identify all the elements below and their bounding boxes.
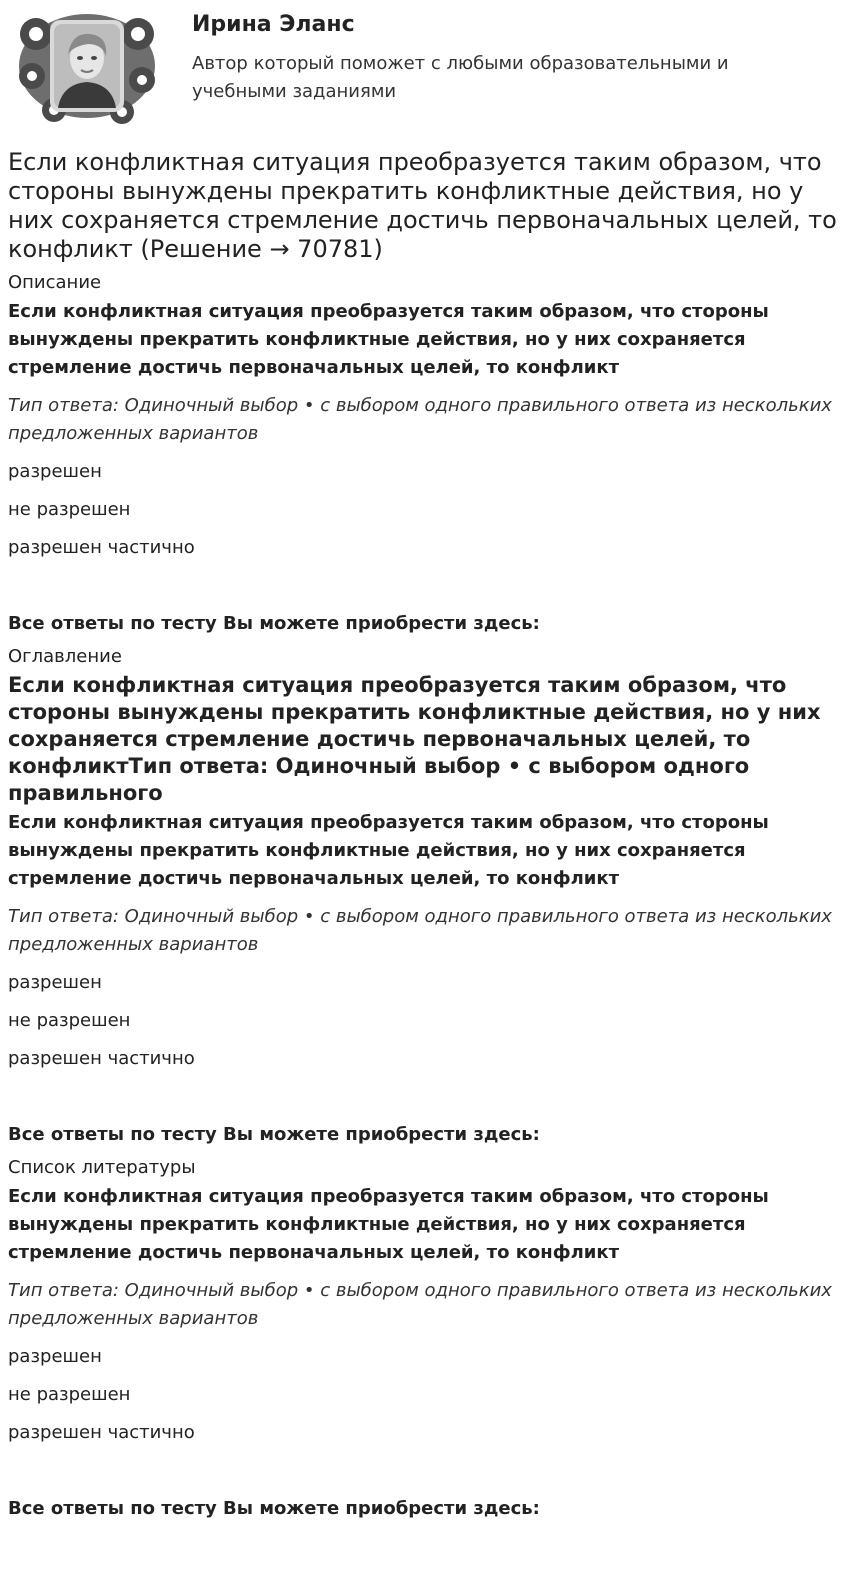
section-label: Список литературы <box>8 1157 196 1178</box>
author-avatar[interactable] <box>14 6 160 128</box>
section-description <box>8 270 839 638</box>
avatar-frame-icon <box>14 6 160 128</box>
answer-type: Тип ответа: Одиночный выбор • с выбором одного правильного ответа из нескольких предложенных вариантов <box>8 1280 832 1329</box>
toc-heading: Если конфликтная ситуация преобразуется таким образом, что стороны вынуждены прекратить конфликтные действия, но у них сохраняется стремление достичь первоначальных целей, то конфликтТип ответа: Одиночный выбор • с выбором одного правильного <box>8 673 821 805</box>
answer-option: не разрешен <box>8 499 131 520</box>
answer-option: разрешен частично <box>8 537 195 558</box>
answer-option: разрешен <box>8 1346 102 1367</box>
answer-type: Тип ответа: Одиночный выбор • с выбором одного правильного ответа из нескольких предложенных вариантов <box>8 395 832 444</box>
answer-option: разрешен частично <box>8 1048 195 1069</box>
answer-option: разрешен частично <box>8 1422 195 1443</box>
author-name[interactable]: Ирина Эланс <box>192 12 355 37</box>
page-title: Если конфликтная ситуация преобразуется таким образом, что стороны вынуждены прекратить конфликтные действия, но у них сохраняется стремление достичь первоначальных целей, то конфликт (Решение → 70781) <box>8 148 837 263</box>
answer-option: разрешен <box>8 972 102 993</box>
section-bibliography <box>8 1155 839 1523</box>
section-label: Описание <box>8 272 102 293</box>
answer-option: разрешен <box>8 461 102 482</box>
author-description: Автор который поможет с любыми образовательными и учебными заданиями <box>192 53 729 102</box>
buy-answers-text: Все ответы по тесту Вы можете приобрести здесь: <box>8 1498 540 1519</box>
buy-answers-text: Все ответы по тесту Вы можете приобрести здесь: <box>8 1124 540 1145</box>
answer-option: не разрешен <box>8 1384 131 1405</box>
question-text: Если конфликтная ситуация преобразуется таким образом, что стороны вынуждены прекратить конфликтные действия, но у них сохраняется стремление достичь первоначальных целей, то конфликт <box>8 1186 769 1263</box>
section-label: Оглавление <box>8 646 122 667</box>
question-text: Если конфликтная ситуация преобразуется таким образом, что стороны вынуждены прекратить конфликтные действия, но у них сохраняется стремление достичь первоначальных целей, то конфликт <box>8 812 769 889</box>
answer-type: Тип ответа: Одиночный выбор • с выбором одного правильного ответа из нескольких предложенных вариантов <box>8 906 832 955</box>
author-block <box>8 0 839 140</box>
question-text: Если конфликтная ситуация преобразуется таким образом, что стороны вынуждены прекратить конфликтные действия, но у них сохраняется стремление достичь первоначальных целей, то конфликт <box>8 301 769 378</box>
buy-answers-text: Все ответы по тесту Вы можете приобрести здесь: <box>8 613 540 634</box>
answer-option: не разрешен <box>8 1010 131 1031</box>
section-table-of-contents <box>8 644 839 1149</box>
